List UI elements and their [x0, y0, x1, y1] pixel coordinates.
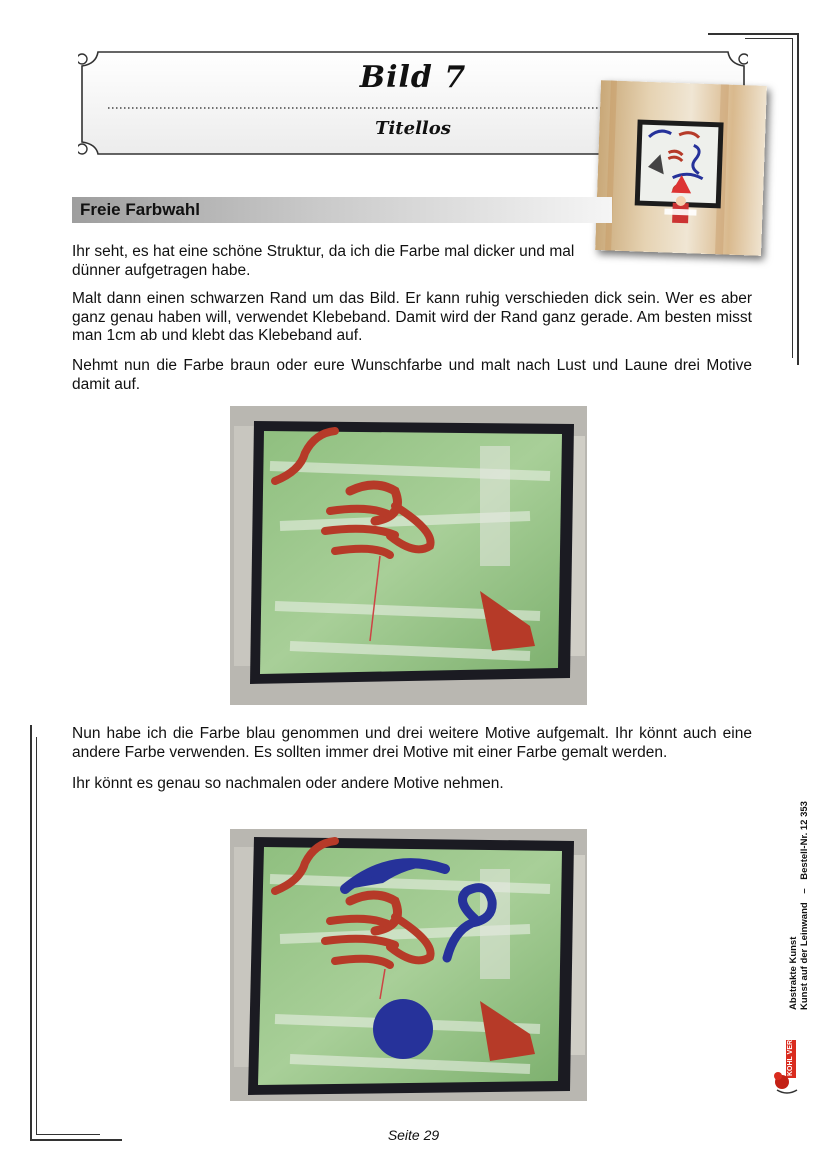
paragraph-copy-or-own: Ihr könnt es genau so nachmalen oder andere Motive nehmen. [72, 775, 504, 792]
painting-photo-red-blue-motives [230, 829, 587, 1101]
side-book-title: Kunst auf der Leinwand [799, 902, 810, 1010]
frame-line-left-inner [36, 737, 37, 1135]
page-subtitle: Titellos [375, 118, 451, 139]
paragraph-black-border: Malt dann einen schwarzen Rand um das Bild. Er kann ruhig verschieden dick sein. Wer es aber ganz genau haben will, verwendet Klebeband. Damit wird der Rand ganz gerade. Am besten misst man 1cm ab und klebt das Klebeband auf. [72, 290, 752, 344]
page-title: Bild 7 [359, 60, 467, 95]
section-heading-bar [72, 197, 612, 223]
publisher-logo [772, 1020, 812, 1100]
frame-line-top-right [708, 33, 798, 35]
paragraph-blue-motives: Nun habe ich die Farbe blau genommen und drei weitere Motive aufgemalt. Ihr könnt auch eine andere Farbe verwenden. Es sollten immer drei Motive mit einer Farbe gemalt werden. [72, 725, 752, 761]
page-number: Seite 29 [387, 1127, 440, 1143]
frame-line-top-right-inner [745, 38, 793, 39]
section-heading: Freie Farbwahl [80, 200, 200, 219]
paragraph-brown-motives: Nehmt nun die Farbe braun oder eure Wunschfarbe und malt nach Lust und Laune drei Motive damit auf. [72, 357, 752, 393]
side-series-title: Abstrakte Kunst [788, 936, 799, 1010]
frame-line-right [797, 33, 799, 365]
frame-line-right-inner [792, 38, 793, 358]
frame-line-left [30, 725, 32, 1140]
side-separator: – [799, 888, 810, 894]
publisher-name: KOHL VERLAG [787, 1025, 794, 1076]
thumbnail-photo [595, 80, 767, 256]
paragraph-structure: Ihr seht, es hat eine schöne Struktur, da ich die Farbe mal dicker und mal dünner aufgetragen habe. [72, 243, 575, 279]
side-order-number: Bestell-Nr. 12 353 [799, 801, 810, 880]
painting-photo-red-motives [230, 406, 587, 705]
